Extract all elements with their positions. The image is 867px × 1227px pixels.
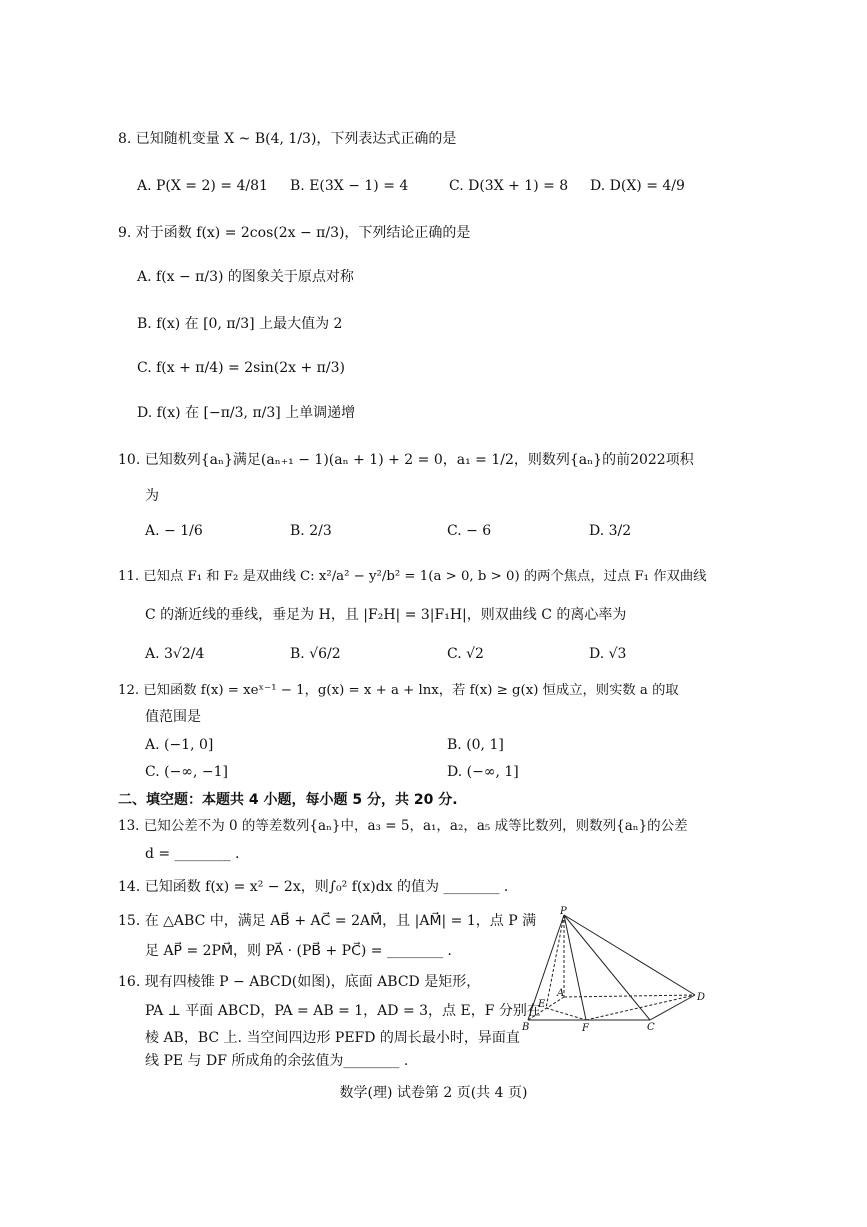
q10-option-a: A. − 1/6 <box>145 523 203 539</box>
q8-option-c: C. D(3X + 1) = 8 <box>449 178 569 194</box>
q11-stem: 11. 已知点 F₁ 和 F₂ 是双曲线 C: x²/a² − y²/b² = 1(a > 0, b > 0) 的两个焦点，过点 F₁ 作双曲线 <box>118 569 707 584</box>
q9-option-b: B. f(x) 在 [0, π/3] 上最大值为 2 <box>137 316 343 332</box>
q10-option-c: C. − 6 <box>447 523 492 539</box>
q11-option-d: D. √3 <box>589 646 627 662</box>
q11-option-a: A. 3√2/4 <box>145 646 205 662</box>
q10-stem: 10. 已知数列{aₙ}满足(aₙ₊₁ − 1)(aₙ + 1) + 2 = 0，a₁ = 1/2，则数列{aₙ}的前2022项积 <box>118 452 694 468</box>
q16-line-2: PA ⊥ 平面 ABCD，PA = AB = 1，AD = 3，点 E，F 分别在 <box>145 1003 541 1019</box>
q8-option-d: D. D(X) = 4/9 <box>590 178 685 194</box>
q9-option-d: D. f(x) 在 [−π/3, π/3] 上单调递增 <box>137 405 356 421</box>
q10-stem-2: 为 <box>145 488 159 504</box>
page-footer: 数学(理) 试卷第 2 页(共 4 页) <box>339 1085 528 1101</box>
q11-stem-2: C 的渐近线的垂线，垂足为 H，且 |F₂H| = 3|F₁H|，则双曲线 C 的离心率为 <box>145 607 627 623</box>
q8-option-a: A. P(X = 2) = 4/81 <box>137 178 268 194</box>
label-b: B <box>522 1022 530 1033</box>
pyramid-figure <box>520 905 710 1035</box>
q12-option-d: D. (−∞, 1] <box>447 764 519 780</box>
q8-option-b: B. E(3X − 1) = 4 <box>290 178 409 194</box>
q11-option-c: C. √2 <box>447 646 484 662</box>
q9-option-a: A. f(x − π/3) 的图象关于原点对称 <box>137 269 354 285</box>
q12-option-b: B. (0, 1] <box>447 737 504 753</box>
q10-option-d: D. 3/2 <box>589 523 632 539</box>
q9-stem: 9. 对于函数 f(x) = 2cos(2x − π/3)，下列结论正确的是 <box>118 225 471 241</box>
label-f: F <box>582 1023 589 1034</box>
q13-stem: 13. 已知公差不为 0 的等差数列{aₙ}中，a₃ = 5，a₁，a₂，a₅ 成等比数列，则数列{aₙ}的公差 <box>118 818 688 834</box>
label-p: P <box>560 906 567 917</box>
q14-stem: 14. 已知函数 f(x) = x² − 2x，则∫₀² f(x)dx 的值为 ________ . <box>118 879 509 895</box>
q12-stem: 12. 已知函数 f(x) = xeˣ⁻¹ − 1，g(x) = x + a + lnx，若 f(x) ≥ g(x) 恒成立，则实数 a 的取 <box>118 683 679 698</box>
q12-option-a: A. (−1, 0] <box>145 737 214 753</box>
q10-option-b: B. 2/3 <box>290 523 332 539</box>
q16-line-1: 16. 现有四棱锥 P − ABCD(如图)，底面 ABCD 是矩形， <box>118 974 481 990</box>
label-d: D <box>697 992 706 1003</box>
q13-stem-2: d = ________ . <box>145 846 240 862</box>
q15-stem: 15. 在 △ABC 中，满足 AB⃗ + AC⃗ = 2AM⃗，且 |AM⃗| = 1，点 P 满 <box>118 913 537 929</box>
q16-line-3: 棱 AB，BC 上. 当空间四边形 PEFD 的周长最小时，异面直 <box>145 1030 520 1046</box>
q16-line-4: 线 PE 与 DF 所成角的余弦值为________ . <box>145 1053 409 1069</box>
label-e: E <box>538 999 546 1010</box>
label-c: C <box>647 1022 655 1033</box>
q11-option-b: B. √6/2 <box>290 646 341 662</box>
q12-stem-2: 值范围是 <box>145 709 201 725</box>
q12-option-c: C. (−∞, −1] <box>145 764 228 780</box>
q15-stem-2: 足 AP⃗ = 2PM⃗，则 PA⃗ · (PB⃗ + PC⃗) = ________ . <box>145 943 452 959</box>
label-a: A <box>557 988 565 999</box>
q8-stem: 8. 已知随机变量 X ~ B(4, 1/3)，下列表达式正确的是 <box>118 131 457 147</box>
q9-option-c: C. f(x + π/4) = 2sin(2x + π/3) <box>137 360 345 376</box>
section-heading: 二、填空题：本题共 4 小题，每小题 5 分，共 20 分. <box>118 792 458 808</box>
